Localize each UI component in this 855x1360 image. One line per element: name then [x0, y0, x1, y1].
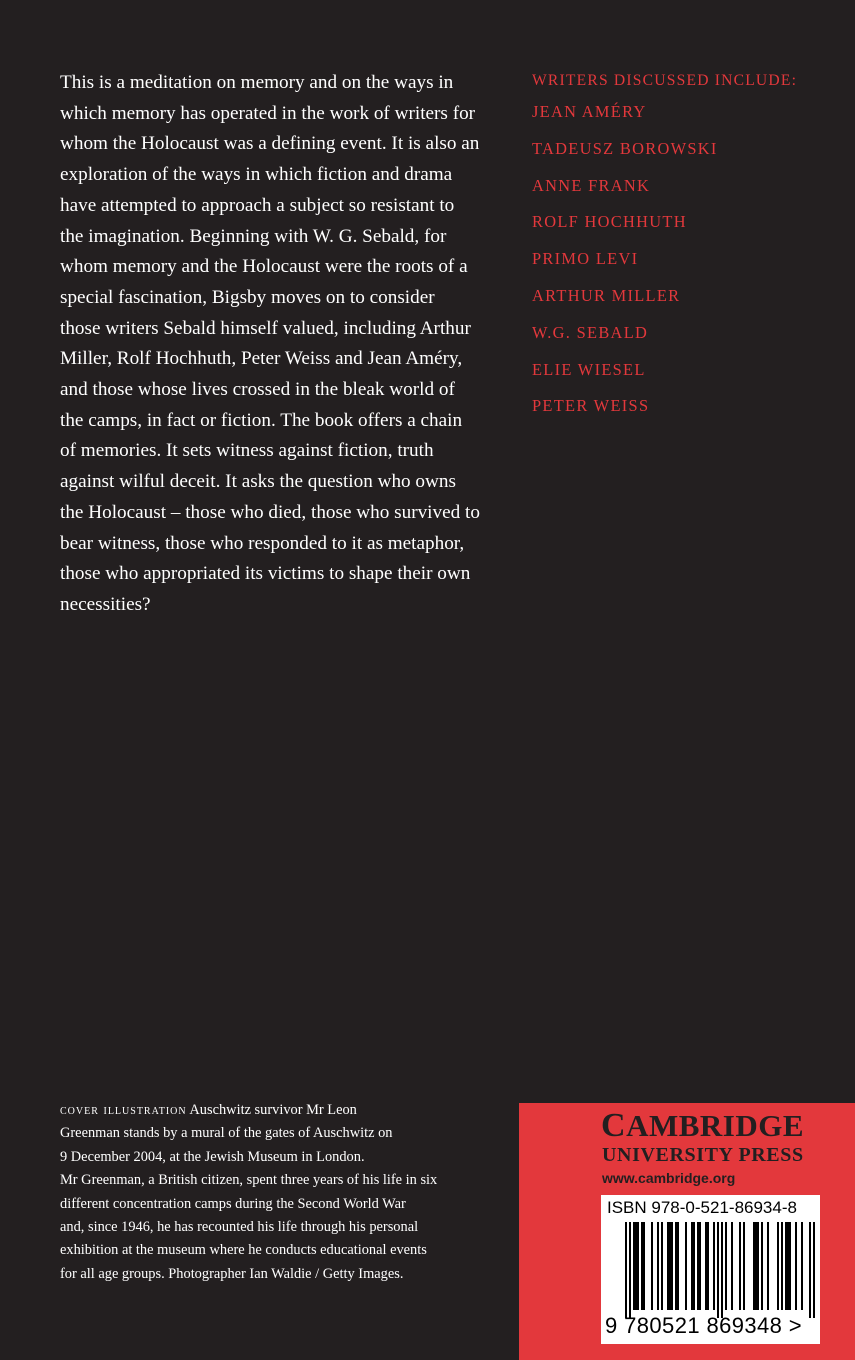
publisher-name [601, 1109, 804, 1143]
cover-credit-first-text: Auschwitz survivor Mr Leon [189, 1102, 357, 1118]
cover-credit-label: cover illustration [60, 1102, 187, 1118]
blurb-line: the imagination. Beginning with W. G. Sebald, for [60, 225, 447, 247]
cover-credit-line: for all age groups. Photographer Ian Waldie / Getty Images. [60, 1265, 404, 1282]
blurb-line: exploration of the ways in which fiction and drama [60, 164, 453, 186]
blurb-line: against wilful deceit. It asks the question who owns [60, 471, 456, 493]
publisher-url: www.cambridge.org [602, 1170, 736, 1186]
cover-credit-line: Mr Greenman, a British citizen, spent three years of his life in six [60, 1172, 438, 1189]
writer-name: ROLF HOCHHUTH [532, 212, 687, 232]
blurb-line: whom the Holocaust was a defining event. It is also an [60, 133, 480, 155]
cover-credit-first-line [60, 1099, 510, 1122]
blurb-line: This is a meditation on memory and on the ways in [60, 72, 454, 93]
barcode-digits: 9 780521 869348 > [605, 1313, 803, 1338]
cover-credit-line: different concentration camps during the Second World War [60, 1195, 406, 1212]
writer-name: PRIMO LEVI [532, 249, 639, 269]
writers-list-section [532, 68, 797, 425]
publisher-subtitle: UNIVERSITY PRESS [602, 1144, 804, 1166]
writers-heading: WRITERS DISCUSSED INCLUDE: [532, 72, 798, 89]
cover-credit-line: 9 December 2004, at the Jewish Museum in London. [60, 1148, 365, 1165]
blurb-line: bear witness, those who responded to it as metaphor, [60, 532, 465, 554]
blurb-line: the camps, in fact or fiction. The book offers a chain [60, 409, 463, 431]
isbn-label: ISBN 978-0-521-86934-8 [607, 1198, 797, 1217]
blurb-paragraph [60, 68, 505, 621]
blurb-line: and those whose lives crossed in the bleak world of [60, 379, 455, 401]
writer-name: PETER WEISS [532, 396, 650, 416]
blurb-line: of memories. It sets witness against fiction, truth [60, 440, 434, 462]
publisher-name-rest: AMBRIDGE [626, 1108, 805, 1143]
blurb-line: the Holocaust – those who died, those who survived to [60, 501, 480, 523]
cover-credit-line: Greenman stands by a mural of the gates of Auschwitz on [60, 1125, 393, 1142]
writer-name: JEAN AMÉRY [532, 102, 647, 121]
blurb-line: Miller, Rolf Hochhuth, Peter Weiss and Jean Améry, [60, 348, 463, 370]
blurb-line: necessities? [60, 593, 151, 615]
publisher-name-initial: C [601, 1107, 627, 1144]
blurb-line: whom memory and the Holocaust were the roots of a [60, 256, 468, 278]
isbn-barcode-panel [601, 1195, 820, 1344]
blurb-line: have attempted to approach a subject so resistant to [60, 194, 455, 216]
writers-list [532, 94, 797, 425]
writer-name: W.G. SEBALD [532, 322, 649, 342]
blurb-line: which memory has operated in the work of writers for [60, 102, 476, 124]
cover-credit-line: and, since 1946, he has recounted his life through his personal [60, 1219, 419, 1236]
blurb-line: special fascination, Bigsby moves on to consider [60, 286, 435, 308]
writer-name: TADEUSZ BOROWSKI [532, 138, 718, 158]
writer-name: ARTHUR MILLER [532, 285, 681, 305]
writer-name: ANNE FRANK [532, 175, 651, 195]
blurb-line: those who appropriated its victims to shape their own [60, 563, 471, 585]
blurb-line: those writers Sebald himself valued, including Arthur [60, 317, 471, 339]
publisher-box [519, 1103, 855, 1360]
writer-name: ELIE WIESEL [532, 359, 646, 379]
cover-credit-line: exhibition at the museum where he conducts educational events [60, 1242, 427, 1259]
cover-illustration-credit [60, 1099, 510, 1286]
